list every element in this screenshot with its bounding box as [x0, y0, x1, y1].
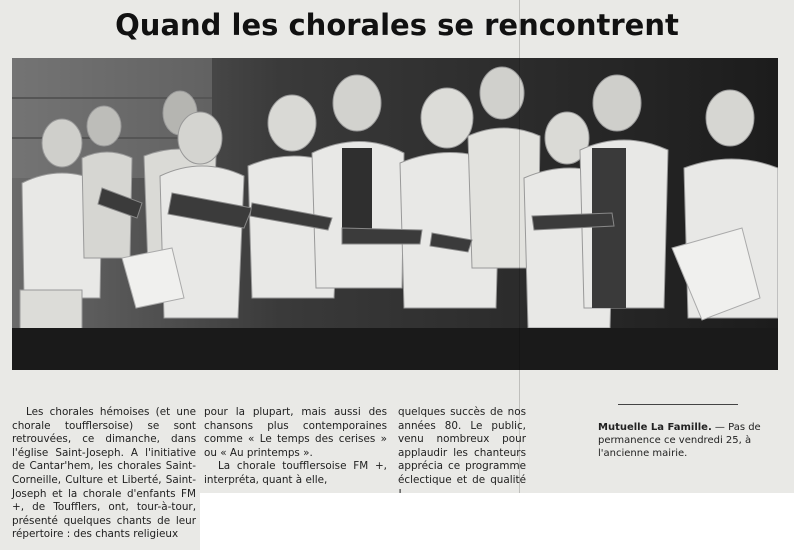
article-paragraph: pour la plupart, mais aussi des chansons plus contemporaines comme « Le temps des cerises » ou « Au printemps ».: [204, 406, 387, 459]
notice-brief: [598, 421, 778, 460]
notice-body: — Pas de permanence ce vendredi 25, à l'ancienne mairie.: [598, 422, 761, 459]
choir-photo: [12, 58, 778, 370]
headline: Quand les chorales se rencontrent: [115, 8, 679, 42]
blank-area: [200, 493, 794, 550]
notice-heading: Mutuelle La Famille.: [598, 422, 712, 433]
paper-fold-line: [519, 0, 520, 550]
article-column-2: [204, 406, 387, 488]
article-paragraph: quelques succès de nos années 80. Le public, venu nombreux pour applaudir les chanteurs apprécia ce programme éclectique et de qualité: [398, 406, 526, 486]
article-column-3: [398, 406, 526, 501]
article-paragraph: La chorale toufflersoise FM +, interpréta, quant à elle,: [204, 460, 387, 486]
notice-divider: [618, 404, 738, 405]
choir-photo-illustration: [12, 58, 778, 370]
article-paragraph: Les chorales hémoises (et une chorale toufflersoise) se sont retrouvées, ce dimanche, dans l'église Saint-Joseph. A l'initiative de Cantar'hem, les chorales Saint-Corneille, Culture et Liberté, Saint-Joseph et la chorale d'enfants FM +, de Toufflers, ont, tour-à-tour, présenté quelques chants de leur répertoire : des chants religieux: [12, 406, 196, 541]
article-column-1: [12, 406, 196, 542]
